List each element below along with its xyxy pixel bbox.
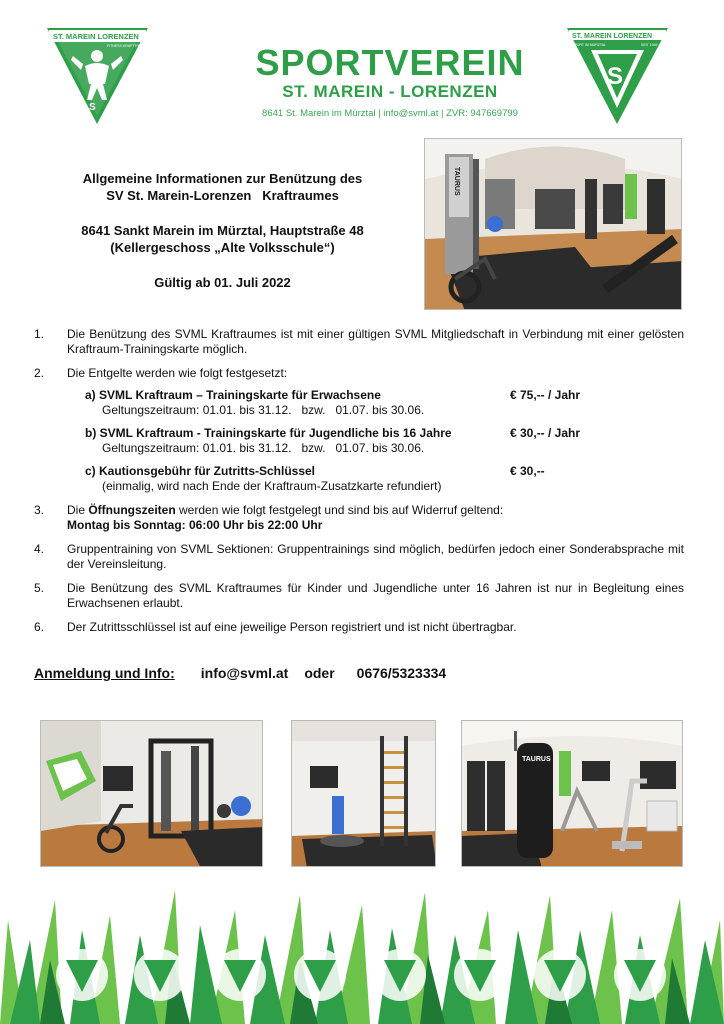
info-title-line1: Allgemeine Informationen zur Benützung des [82, 171, 363, 186]
info-address-line2: (Kellergeschoss „Alte Volksschule“) [110, 240, 335, 255]
brand-header [200, 44, 580, 119]
gym-photo-left [40, 720, 263, 867]
brand-contact-line: 8641 St. Marein im Mürztal | info@svml.at | ZVR: 947669799 [262, 108, 518, 119]
rule-number: 2. [34, 366, 45, 380]
rule-text-post: werden wie folgt festgelegt und sind bis auf Widerruf geltend: [175, 503, 504, 517]
club-logo-left [45, 26, 150, 126]
rule-item [34, 542, 684, 572]
rule-text-pre: Die [67, 503, 89, 517]
gym-photo-right [461, 720, 683, 867]
logo-right-subtext-right: SEIT 1949 [641, 43, 658, 47]
rules-list [34, 327, 684, 644]
hero-brand-label: TAURUS [453, 167, 460, 196]
rule-item [34, 503, 684, 533]
rule-text: Die Benützung des SVML Kraftraumes ist mit einer gültigen SVML Mitgliedschaft in Verbindung mit einer gelösten Kraftraum-Trainingskarte möglich. [67, 327, 684, 356]
info-address-line1: 8641 Sankt Marein im Mürztal, Hauptstraße 48 [81, 223, 364, 238]
contact-email[interactable]: info@svml.at [200, 665, 289, 681]
fee-note: Geltungszeitraum: 01.01. bis 31.12. bzw. 01.07. bis 30.06. [102, 441, 425, 455]
rule-number: 4. [34, 542, 45, 556]
punching-bag-brand: TAURUS [522, 756, 551, 763]
rule-item [34, 366, 684, 494]
fee-note: Geltungszeitraum: 01.01. bis 31.12. bzw. 01.07. bis 30.06. [102, 403, 425, 417]
rule-item [34, 620, 684, 635]
rule-number: 1. [34, 327, 45, 341]
fee-item [85, 388, 684, 418]
svg-text:S: S [89, 102, 96, 113]
contact-or: oder [304, 665, 335, 681]
fee-list [85, 388, 684, 494]
fee-label: a) SVML Kraftraum – Trainingskarte für Erwachsene [85, 388, 381, 402]
rule-text: Der Zutrittsschlüssel ist auf eine jeweilige Person registriert und ist nicht übertragbar. [67, 620, 517, 634]
rule-number: 5. [34, 581, 45, 595]
rule-item [34, 581, 684, 611]
logo-right-subtext-left: SPORT IM MÜRZTAL [572, 43, 607, 47]
svg-text:S: S [607, 63, 624, 90]
info-valid-from: Gültig ab 01. Juli 2022 [154, 275, 291, 290]
contact-line [34, 665, 446, 681]
fee-label: b) SVML Kraftraum - Trainingskarte für Jugendliche bis 16 Jahre [85, 426, 452, 440]
opening-hours: Montag bis Sonntag: 06:00 Uhr bis 22:00 Uhr [67, 518, 323, 532]
fee-price: € 30,-- [510, 464, 545, 478]
brand-subtitle: ST. MAREIN - LORENZEN [282, 82, 498, 101]
hero-gym-photo [424, 138, 682, 310]
fee-item [85, 426, 684, 456]
logo-left-subtext: FITNESS-KRAFTTRAINING [107, 44, 150, 48]
info-title-line2: SV St. Marein-Lorenzen Kraftraumes [106, 188, 339, 203]
fee-price: € 30,-- / Jahr [510, 426, 581, 440]
opening-hours-label: Öffnungszeiten [88, 503, 176, 517]
fee-item [85, 464, 684, 494]
contact-phone[interactable]: 0676/5323334 [356, 665, 447, 681]
grass-footer-decoration [0, 880, 724, 1024]
brand-title: SPORTVEREIN [255, 42, 525, 83]
club-logo-right [565, 26, 670, 126]
rule-text: Die Benützung des SVML Kraftraumes für Kinder und Jugendliche unter 16 Jahren ist nur in Begleitung eines Erwachsenen erlaubt. [67, 581, 684, 610]
info-heading [40, 170, 405, 291]
fee-price: € 75,-- / Jahr [510, 388, 581, 402]
rule-text: Gruppentraining von SVML Sektionen: Gruppentrainings sind möglich, bedürfen jedoch einer Sonderabsprache mit der Vereinsleitung. [67, 542, 684, 571]
rule-item [34, 327, 684, 357]
rule-number: 3. [34, 503, 45, 517]
rule-number: 6. [34, 620, 45, 634]
rule-text: Die Entgelte werden wie folgt festgesetzt: [67, 366, 288, 380]
logo-left-text: ST. MAREIN LORENZEN [53, 32, 139, 41]
gym-photo-middle [291, 720, 436, 867]
logo-right-text: ST. MAREIN LORENZEN [572, 33, 653, 40]
contact-label: Anmeldung und Info: [34, 665, 175, 681]
fee-label: c) Kautionsgebühr für Zutritts-Schlüssel [85, 464, 316, 478]
fee-note: (einmalig, wird nach Ende der Kraftraum-Zusatzkarte refundiert) [102, 479, 442, 493]
